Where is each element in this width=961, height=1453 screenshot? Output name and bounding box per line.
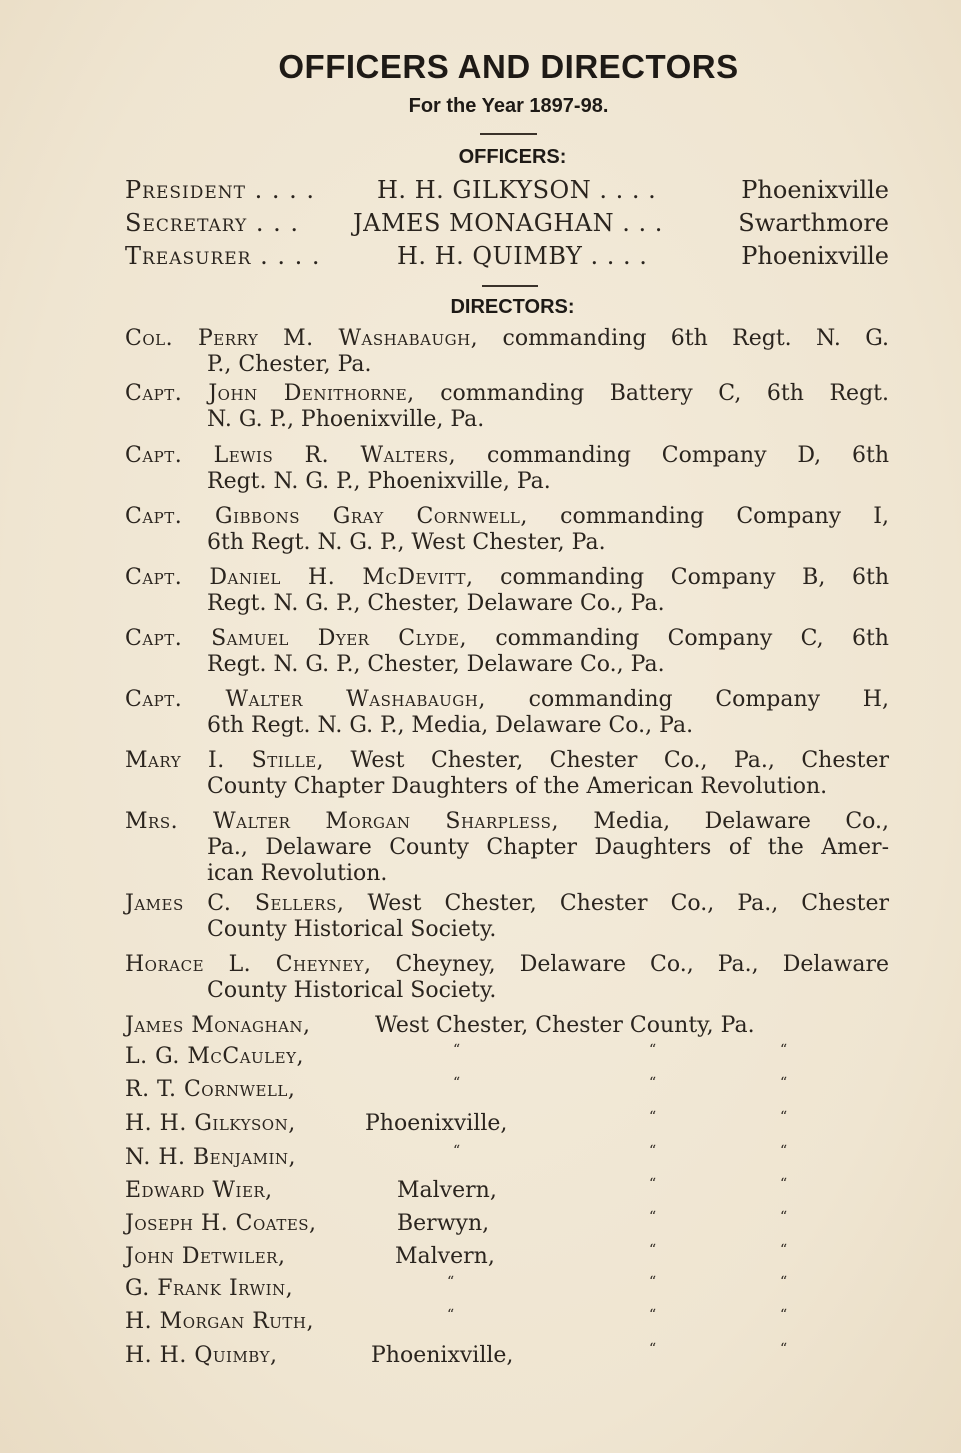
director-name: James C. Sellers, — [125, 891, 345, 916]
director-entry — [125, 748, 889, 800]
ditto-mark: “ — [649, 1307, 657, 1323]
ditto-mark: “ — [780, 1176, 788, 1192]
director-entry — [125, 504, 889, 556]
officer-name: JAMES MONAGHAN . . . — [353, 209, 663, 237]
officer-row — [125, 242, 889, 274]
director-name: Edward Wier, — [125, 1178, 273, 1203]
officer-place: Swarthmore — [738, 209, 889, 237]
ditto-mark: “ — [780, 1042, 788, 1058]
ditto-mark: “ — [649, 1341, 657, 1357]
director-name: G. Frank Irwin, — [125, 1276, 294, 1301]
divider-rule — [480, 133, 537, 135]
director-name: Joseph H. Coates, — [125, 1211, 317, 1236]
director-name: N. H. Benjamin, — [125, 1145, 296, 1170]
director-detail: Media, Delaware Co., — [593, 809, 890, 834]
ditto-mark: “ — [453, 1143, 461, 1159]
director-town: Malvern, — [397, 1178, 497, 1203]
ditto-mark: “ — [453, 1075, 461, 1091]
director-detail-cont: Regt. N. G. P., Chester, Delaware Co., Pa. — [207, 652, 665, 677]
officer-name: H. H. QUIMBY . . . . — [397, 242, 648, 270]
director-town: Phoenixville, — [365, 1111, 508, 1136]
ditto-mark: “ — [649, 1209, 657, 1225]
ditto-mark: “ — [649, 1274, 657, 1290]
ditto-mark: “ — [649, 1242, 657, 1258]
director-detail-cont: Regt. N. G. P., Phoenixville, Pa. — [207, 469, 551, 494]
director-entry — [125, 565, 889, 617]
director-list-row — [125, 1343, 889, 1373]
ditto-mark: “ — [780, 1209, 788, 1225]
director-entry — [125, 809, 889, 887]
director-name: Capt. Samuel Dyer Clyde, — [125, 626, 467, 651]
director-entry — [125, 381, 889, 433]
director-name: H. H. Quimby, — [125, 1343, 278, 1368]
director-detail: commanding Company D, 6th — [487, 443, 890, 468]
directors-heading: DIRECTORS: — [450, 296, 575, 318]
director-town: Phoenixville, — [371, 1343, 514, 1368]
director-detail: West Chester, Chester Co., Pa., Chester — [367, 891, 889, 916]
director-list-row — [125, 1111, 889, 1141]
director-town: Berwyn, — [397, 1211, 490, 1236]
officer-role: President . . . . — [125, 176, 316, 204]
officer-role: Treasurer . . . . — [125, 242, 321, 270]
director-detail-cont: County Historical Society. — [207, 978, 497, 1003]
director-entry — [125, 443, 889, 495]
director-entry — [125, 326, 889, 378]
ditto-mark: “ — [780, 1307, 788, 1323]
director-name: L. G. McCauley, — [125, 1044, 304, 1069]
director-detail: commanding Company B, 6th — [500, 565, 890, 590]
director-list-row — [125, 1077, 889, 1107]
director-town: Malvern, — [395, 1244, 495, 1269]
ditto-mark: “ — [649, 1176, 657, 1192]
ditto-mark: “ — [780, 1143, 788, 1159]
director-list-row — [125, 1211, 889, 1241]
director-list-row — [125, 1276, 889, 1306]
officer-role: Secretary . . . — [125, 209, 300, 237]
ditto-mark: “ — [649, 1075, 657, 1091]
officer-row — [125, 176, 889, 208]
ditto-mark: “ — [447, 1307, 455, 1323]
ditto-mark: “ — [780, 1274, 788, 1290]
director-list-row — [125, 1309, 889, 1339]
director-list-row — [125, 1244, 889, 1274]
director-name: Capt. Walter Washabaugh, — [125, 687, 486, 712]
director-name: Capt. Daniel H. McDevitt, — [125, 565, 474, 590]
ditto-mark: “ — [780, 1242, 788, 1258]
director-name: Mary I. Stille, — [125, 748, 325, 773]
director-name: Horace L. Cheyney, — [125, 952, 372, 977]
director-list-row — [125, 1044, 889, 1074]
director-entry — [125, 891, 889, 943]
director-name: H. Morgan Ruth, — [125, 1309, 315, 1334]
director-entry — [125, 952, 889, 1004]
director-location: West Chester, Chester County, Pa. — [375, 1013, 755, 1038]
ditto-mark: “ — [780, 1109, 788, 1125]
director-name: H. H. Gilkyson, — [125, 1111, 296, 1136]
director-detail-cont: Pa., Delaware County Chapter Daughters of the Amer- — [207, 835, 889, 860]
ditto-mark: “ — [649, 1109, 657, 1125]
ditto-mark: “ — [780, 1075, 788, 1091]
director-name: R. T. Cornwell, — [125, 1077, 296, 1102]
director-list-row — [125, 1145, 889, 1175]
director-name: Capt. Gibbons Gray Cornwell, — [125, 504, 528, 529]
director-detail-cont: County Chapter Daughters of the American Revolution. — [207, 774, 828, 799]
director-entry — [125, 687, 889, 739]
director-name: Col. Perry M. Washabaugh, — [125, 326, 479, 351]
director-detail-cont: 6th Regt. N. G. P., Media, Delaware Co., Pa. — [207, 713, 694, 738]
director-detail: commanding Company H, — [528, 687, 889, 712]
director-detail-cont: 6th Regt. N. G. P., West Chester, Pa. — [207, 530, 606, 555]
director-detail: commanding 6th Regt. N. G. — [502, 326, 889, 351]
officer-place: Phoenixville — [741, 242, 889, 270]
director-name: Mrs. Walter Morgan Sharpless, — [125, 809, 559, 834]
officers-heading: OFFICERS: — [458, 146, 567, 168]
director-detail-cont: Regt. N. G. P., Chester, Delaware Co., Pa. — [207, 591, 665, 616]
director-name: James Monaghan, — [125, 1013, 311, 1038]
director-entry — [125, 626, 889, 678]
director-list-row — [125, 1178, 889, 1208]
director-detail-cont: P., Chester, Pa. — [207, 352, 372, 377]
ditto-mark: “ — [649, 1042, 657, 1058]
page-title: OFFICERS AND DIRECTORS — [278, 48, 739, 85]
director-list-row — [125, 1013, 889, 1043]
divider-rule — [482, 285, 538, 287]
director-detail: commanding Company C, 6th — [495, 626, 889, 651]
ditto-mark: “ — [447, 1274, 455, 1290]
officer-name: H. H. GILKYSON . . . . — [377, 176, 657, 204]
officer-place: Phoenixville — [741, 176, 889, 204]
ditto-mark: “ — [453, 1042, 461, 1058]
page-subtitle: For the Year 1897-98. — [408, 95, 609, 117]
ditto-mark: “ — [780, 1341, 788, 1357]
director-detail: Cheyney, Delaware Co., Pa., Delaware — [395, 952, 889, 977]
director-detail: West Chester, Chester Co., Pa., Chester — [350, 748, 890, 773]
director-name: Capt. John Denithorne, — [125, 381, 415, 406]
director-name: Capt. Lewis R. Walters, — [125, 443, 457, 468]
officer-row — [125, 209, 889, 241]
director-detail: commanding Battery C, 6th Regt. — [440, 381, 889, 406]
director-detail-cont: ican Revolution. — [207, 861, 388, 886]
director-name: John Detwiler, — [125, 1244, 286, 1269]
director-detail: commanding Company I, — [560, 504, 889, 529]
director-detail-cont: County Historical Society. — [207, 917, 497, 942]
director-detail-cont: N. G. P., Phoenixville, Pa. — [207, 407, 485, 432]
ditto-mark: “ — [649, 1143, 657, 1159]
